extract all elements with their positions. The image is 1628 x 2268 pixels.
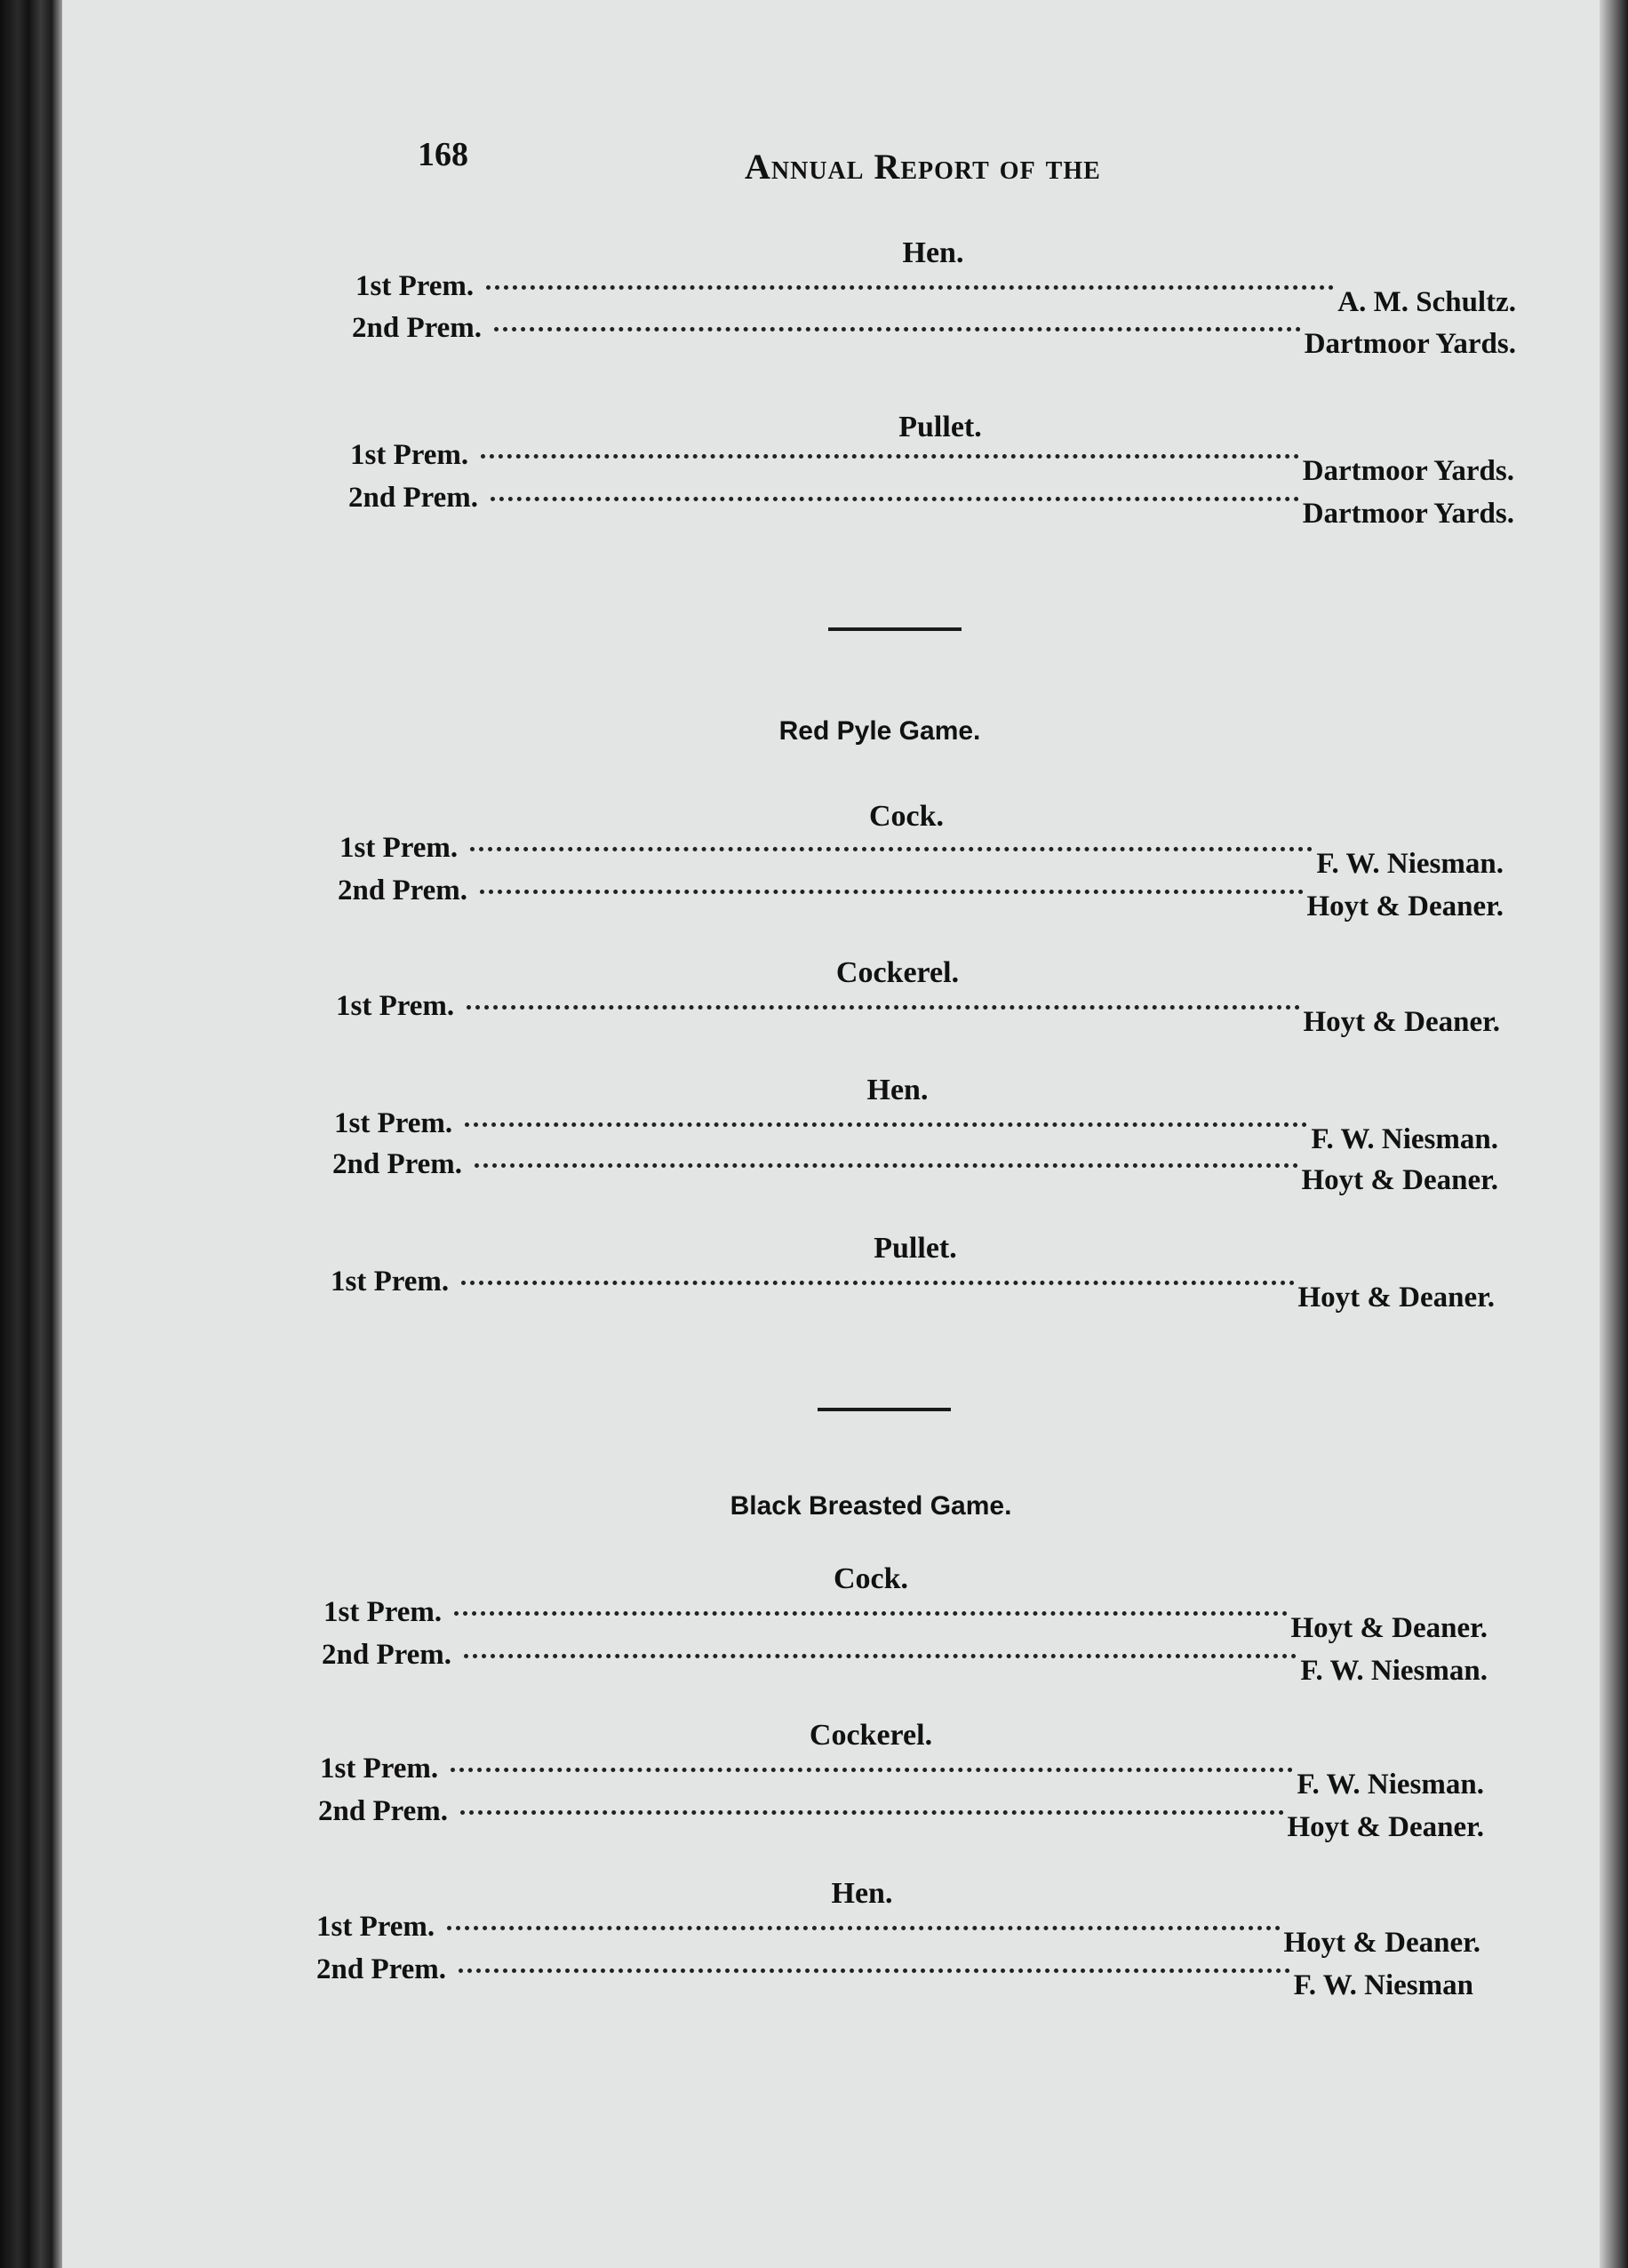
entry-place: 2nd Prem. [338,874,468,906]
class-heading-hen: Hen. [866,1074,929,1106]
dot-leader [475,1163,1297,1168]
class-heading-hen: Hen. [831,1877,893,1910]
entry-winner: Hoyt & Deaner. [1283,1927,1480,1959]
page-header [418,135,1235,188]
dot-leader [460,1810,1283,1815]
dot-leader [494,327,1301,331]
dot-leader [465,1122,1307,1127]
entry-winner: Hoyt & Deaner. [1297,1282,1495,1314]
entry-place: 2nd Prem. [322,1639,452,1671]
class-heading-pullet: Pullet. [874,1232,957,1265]
page-edge-shadow [1600,0,1628,2268]
entry-row [318,1795,1484,1843]
entry-place: 2nd Prem. [318,1795,449,1827]
entry-place: 2nd Prem. [348,482,479,514]
entry-place: 2nd Prem. [332,1148,463,1180]
entry-row [320,1753,1484,1801]
entry-winner: Hoyt & Deaner. [1303,1006,1500,1038]
dot-leader [467,1005,1299,1010]
entry-winner: F. W. Niesman. [1316,848,1504,880]
entry-row [350,439,1514,487]
entry-row [352,312,1516,360]
class-heading-cock: Cock. [868,800,945,833]
dot-leader [481,454,1299,459]
entry-winner: F. W. Niesman. [1300,1655,1488,1687]
entry-winner: F. W. Niesman. [1311,1123,1498,1155]
entry-place: 1st Prem. [316,1911,435,1943]
entry-place: 1st Prem. [331,1266,450,1298]
entry-winner: Hoyt & Deaner. [1301,1164,1498,1196]
entry-row [338,874,1504,922]
entry-place: 1st Prem. [320,1753,439,1785]
class-heading-cockerel: Cockerel. [835,956,960,989]
entry-row [332,1148,1498,1196]
class-heading-cockerel: Cockerel. [809,1719,933,1752]
dot-leader [480,890,1303,894]
entry-row [323,1596,1488,1644]
dot-leader [461,1281,1294,1285]
scanned-page [62,0,1600,2268]
entry-winner: Dartmoor Yards. [1304,328,1516,360]
entry-row [336,990,1500,1038]
entry-row [322,1639,1488,1687]
entry-row [331,1266,1495,1314]
entry-row [316,1953,1473,2001]
entry-winner: Hoyt & Deaner. [1287,1811,1484,1843]
dot-leader [486,285,1334,290]
dot-leader [464,1654,1297,1658]
entry-row [334,1107,1498,1155]
entry-row [348,482,1514,530]
entry-place: 1st Prem. [339,832,459,864]
entry-place: 2nd Prem. [352,312,483,344]
class-heading-hen: Hen. [902,236,964,269]
entry-winner: A. M. Schultz. [1337,286,1516,318]
dot-leader [470,847,1313,851]
entry-place: 1st Prem. [355,270,475,302]
entry-place: 1st Prem. [323,1596,443,1628]
dot-leader [459,1969,1290,1973]
entry-winner: Dartmoor Yards. [1302,498,1514,530]
entry-place: 1st Prem. [334,1107,453,1139]
dot-leader [491,497,1299,501]
class-heading-cock: Cock. [833,1562,909,1595]
book-spine [0,0,62,2268]
entry-winner: F. W. Niesman [1293,1969,1473,2001]
entry-place: 1st Prem. [336,990,455,1022]
entry-winner: Dartmoor Yards. [1302,455,1514,487]
entry-row [339,832,1504,880]
running-title: Annual Report of the [745,147,1101,187]
entry-place: 1st Prem. [350,439,469,471]
section-title-black-breasted-game: Black Breasted Game. [730,1491,1012,1521]
entry-winner: Hoyt & Deaner. [1290,1612,1488,1644]
page-number: 168 [418,136,468,173]
entry-row [316,1911,1480,1959]
class-heading-pullet: Pullet. [898,411,982,443]
entry-place: 2nd Prem. [316,1953,447,1985]
dot-leader [454,1611,1287,1616]
entry-winner: F. W. Niesman. [1297,1769,1484,1801]
dot-leader [451,1768,1293,1772]
section-divider [828,627,962,631]
entry-winner: Hoyt & Deaner. [1306,890,1504,922]
section-divider [818,1408,951,1411]
entry-row [355,270,1516,318]
dot-leader [447,1926,1280,1930]
section-title-red-pyle-game: Red Pyle Game. [778,716,981,746]
